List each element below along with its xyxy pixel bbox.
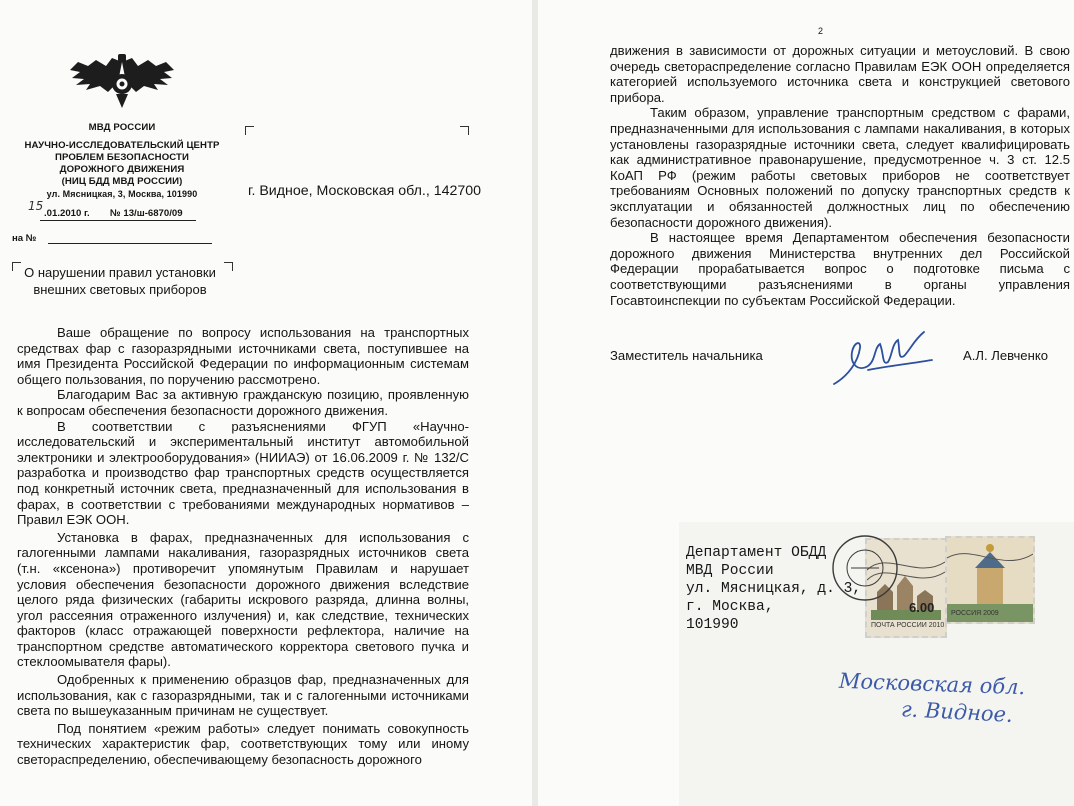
envelope	[679, 522, 1074, 806]
address-corner-mark	[460, 126, 469, 135]
org-name-line-4: (НИЦ БДД МВД РОССИИ)	[61, 176, 183, 187]
letter-page-2	[538, 0, 1074, 806]
reference-label: на №	[12, 233, 37, 244]
org-name-line-2: ПРОБЛЕМ БЕЗОПАСНОСТИ	[54, 152, 190, 163]
paragraph: движения в зависимости от дорожных ситуации и метоусловий. В свою очередь светораспределение согласно Правилам ЕЭК ООН определяется категорией используемого источника света и конструкцией светового прибора.	[610, 43, 1070, 105]
stamp-caption: ПОЧТА РОССИИ 2010	[871, 622, 945, 629]
sender-line: ул. Мясницкая, д. 3,	[686, 581, 862, 597]
handwritten-region: Московская обл.	[838, 668, 1026, 700]
org-address: ул. Мясницкая, 3, Москва, 101990	[46, 189, 198, 199]
handwritten-signature	[828, 326, 938, 390]
sender-line: МВД России	[686, 563, 774, 579]
postage-stamp	[945, 536, 1035, 624]
letter-date: .01.2010 г.	[44, 208, 90, 219]
page-number: 2	[818, 26, 824, 36]
paragraph: Таким образом, управление транспортным средством с фарами, предназначенными для использования с лампами накаливания, в которых установлены газоразрядные источники света, следует квалифицировать как административное правонарушение, предусмотренное ч. 3 ст. 12.5 КоАП РФ (режим работы световых приборов не соответствует требованиям Основных положений по допуску транспортных средств к эксплуатации и обязанностей должностных лиц по обеспечению безопасности дорожного движения).	[610, 105, 1070, 230]
sender-line: 101990	[686, 617, 739, 633]
letter-number: № 13/ш-6870/09	[110, 208, 183, 219]
sender-line: г. Москва,	[686, 599, 774, 615]
ministry-name: МВД РОССИИ	[88, 122, 156, 133]
paragraph: Под понятием «режим работы» следует понимать совокупность технических характеристик фар, соответствующих тому или иному светораспределению, обеспечивающему безопасность дорожного	[17, 720, 469, 768]
letter-page-1	[0, 0, 532, 806]
signatory-title: Заместитель начальника	[610, 348, 763, 363]
signatory-name: А.Л. Левченко	[963, 348, 1048, 363]
org-name-line-1: НАУЧНО-ИССЛЕДОВАТЕЛЬСКИЙ ЦЕНТР	[24, 140, 220, 151]
stamp-caption: РОССИЯ 2009	[951, 610, 999, 617]
letter-body-page-2	[610, 43, 1070, 308]
paragraph: Благодарим Вас за активную гражданскую позицию, проявленную к вопросам обеспечения безопасности дорожного движения.	[17, 387, 469, 418]
paragraph: Установка в фарах, предназначенных для использования с галогенными лампами накаливания, газоразрядных источников света (т.н. «ксенона») противоречит упомянутым Правилам и нарушает условия обеспечения безопасности дорожного движения вследствие целого ряда физических (габариты искрового разряда, длинна волны, угол рассеяния отраженного излучения) и, как следствие, технических факторов (класс отражающей поверхности рефлектора, наличие на транспортном средстве автоматического корректора светового пучка и стеклоомывателя фары).	[17, 529, 469, 670]
handwritten-city: г. Видное.	[900, 697, 1014, 727]
date-number-underline	[40, 220, 196, 221]
address-corner-mark	[245, 126, 254, 135]
stamp-value: 6.00	[909, 600, 935, 615]
subject	[20, 264, 220, 298]
paragraph: Ваше обращение по вопросу использования на транспортных средствах фар с газоразрядными источниками света, поступившее на имя Президента Российской Федерации по информационным системам общего пользования, по поручению рассмотрено.	[17, 325, 469, 387]
handwritten-day: 15	[28, 199, 44, 213]
recipient-address: г. Видное, Московская обл., 142700	[248, 183, 482, 199]
reference-line	[48, 243, 212, 244]
paragraph: В соответствии с разъяснениями ФГУП «Научно-исследовательский и экспериментальный институт автомобильной электроники и электрооборудования» (НИИАЭ) от 16.06.2009 г. № 132/С разработка и производство фар транспортных средств осуществляется под конкретный источник света, предназначенный для использования в фарах, в соответствии с требованиями международных нормативов – Правил ЕЭК ООН.	[17, 418, 469, 528]
postmark	[829, 532, 901, 604]
double-headed-eagle-emblem	[66, 52, 178, 110]
sender-line: Департамент ОБДД	[686, 545, 827, 561]
letter-body-page-1	[17, 325, 469, 768]
paragraph: В настоящее время Департаментом обеспечения безопасности дорожного движения Министерства внутренних дел Российской Федерации прорабатывается вопрос о подготовке письма с соответствующими разъяснениями в органы управления Госавтоинспекции по субъектам Российской Федерации.	[610, 230, 1070, 308]
paragraph: Одобренных к применению образцов фар, предназначенных для использования, как с газоразрядными, так и с галогенными источниками света по вышеуказанным причинам не существует.	[17, 672, 469, 719]
subject-line-1: О нарушении правил установки	[24, 265, 216, 280]
subject-corner-mark	[224, 262, 233, 271]
subject-line-2: внешних световых приборов	[33, 282, 207, 297]
org-name-line-3: ДОРОЖНОГО ДВИЖЕНИЯ	[59, 164, 185, 175]
